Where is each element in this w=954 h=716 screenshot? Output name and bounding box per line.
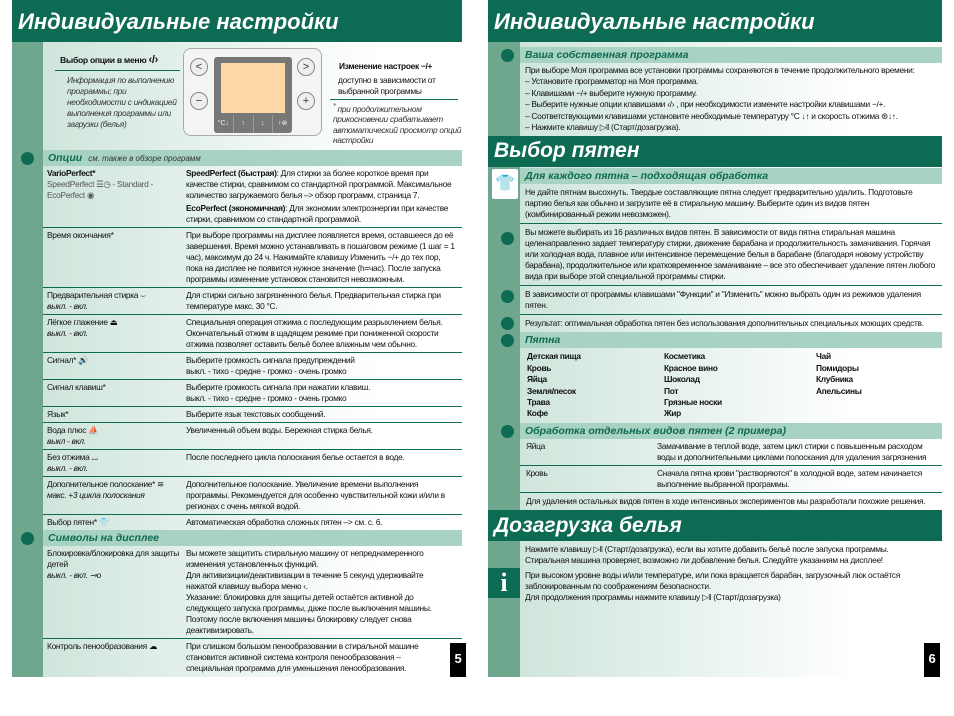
text: Специальная операция отжима с последующим разрыхлением белья. Окончательный отжим в щадящем режиме при пониженной скорости отжима позволяет оставить бельё более влажным чем обычно. bbox=[186, 317, 443, 349]
examples-note: Для удаления остальных видов пятен в ходе интенсивных экспериментов мы разработали похожие решения. bbox=[526, 495, 926, 506]
symbol-description: Вы можете защитить стиральную машину от непреднамеренного изменения установленных функций. Для активизиции/деактивизации в течение 5 секунд удерживайте нажатой клавишу выбора меню ‹. Указание: блокировка для защиты детей остаётся активной до следующего запуска программы, даже после выключения машины. Поэтому после включения машины блокировку следует снова деактивизировать. bbox=[186, 548, 432, 635]
own-program-heading: Ваша собственная программа bbox=[520, 47, 942, 63]
temp-key: °C↓ bbox=[214, 115, 234, 133]
text: Для стирки сильно загрязненного белья. Предварительная стирка при температуре макс. 30 °C. bbox=[186, 290, 441, 311]
info-text: Информация по выполнению программы; при необходимости с индикацией выполнения программы или загрузки (белья) bbox=[67, 75, 177, 129]
options-heading bbox=[43, 150, 462, 166]
paragraph-text: В зависимости от программы клавишами "Функции" и "Изменить" можно выбрать один из режимов удаления пятен. bbox=[525, 289, 921, 311]
option-name: Язык* bbox=[47, 409, 69, 419]
option-description bbox=[186, 382, 462, 404]
option-name-cell bbox=[43, 168, 186, 225]
stain-type: Земля/песок bbox=[527, 385, 576, 396]
table-row bbox=[43, 288, 462, 315]
stain-type: Шоколад bbox=[664, 374, 700, 385]
symbol-values: выкл. - вкл. ⊸o bbox=[47, 570, 101, 580]
option-values: выкл. - вкл. bbox=[47, 328, 88, 338]
option-description bbox=[186, 425, 462, 447]
option-values: выкл - вкл. bbox=[47, 436, 86, 446]
right-button-icon: > bbox=[297, 58, 315, 76]
symbol-name-cell bbox=[43, 641, 186, 674]
option-name-cell bbox=[43, 317, 186, 350]
page-number: 5 bbox=[450, 643, 466, 677]
text: : Для экономии электроэнергии при качестве стирки, сравнимом со стандартной программой. bbox=[186, 203, 449, 224]
stain-type: Красное вино bbox=[664, 362, 718, 373]
option-description bbox=[186, 290, 462, 312]
text: При выборе программы на дисплее появляется время, оставшееся до её завершения. Время можно устанавливать в пошаговом режиме (1 шаг = 1 час), максимум до 24 ч. Нажимайте клавишу Изменить −/+ до тех пор, пока на дисплее не появится нужное значение (h=час). После запуска программы изменение установок становится невозможным. bbox=[186, 230, 455, 284]
stain-name: Яйца bbox=[526, 440, 545, 451]
option-name-cell bbox=[43, 517, 186, 528]
text: Автоматическая обработка сложных пятен –> см. с. 6. bbox=[186, 517, 383, 527]
bullet-icon bbox=[21, 532, 34, 545]
lcd-screen bbox=[221, 63, 285, 113]
left-button-icon: < bbox=[190, 58, 208, 76]
option-name: Дополнительное полоскание* ≋ bbox=[47, 479, 164, 489]
option-name: VarioPerfect* bbox=[47, 168, 96, 178]
empty-cell bbox=[816, 397, 916, 408]
option-values: макс. +3 цикла полоскания bbox=[47, 490, 145, 500]
description-paragraph bbox=[186, 168, 458, 201]
stain-type: Помидоры bbox=[816, 362, 859, 373]
paragraph bbox=[520, 224, 942, 286]
symbols-heading: Символы на дисплее bbox=[43, 530, 462, 546]
bullet-icon bbox=[501, 425, 514, 438]
table-row bbox=[43, 407, 462, 423]
paragraph-text: Вы можете выбирать из 16 различных видов пятен. В зависимости от вида пятна стиральная машина целенаправленно задает температуру стирки, движение барабана и продолжительность замачивания. Горячая или холодная вода, плавное или интенсивное перемещение белья в барабане (благодаря новому устройству барабана), продолжительное или кратковременное замачивание – все это обеспечивает удаление пятен любого вида при выборе этой специальной программы стирки. bbox=[525, 227, 936, 282]
option-name: Время окончания* bbox=[47, 230, 114, 240]
minus-button-icon: − bbox=[190, 92, 208, 110]
options-section bbox=[43, 150, 462, 530]
spin-key: ↑⊛ bbox=[277, 120, 288, 127]
options-table bbox=[43, 166, 462, 530]
symbols-table bbox=[43, 546, 462, 676]
table-row bbox=[43, 639, 462, 676]
stain-name: Кровь bbox=[526, 467, 548, 478]
option-name-cell bbox=[43, 382, 186, 404]
text: : Для стирки за более короткое время при качестве стирки, сравнимом со стандартной программой. Максимальное количество загружаемого белья –> обзор программ, страница 7. bbox=[186, 168, 452, 200]
page-5-content bbox=[43, 42, 462, 716]
stain-desc: Сначала пятна крови "растворяются" в холодной воде, затем начинается выполнение выбранной программы. bbox=[657, 467, 922, 489]
table-row bbox=[43, 423, 462, 450]
down-key: ↓ bbox=[254, 115, 274, 133]
footnote-text: при продолжительном прикосновении срабатывает автоматический просмотр опций настройки bbox=[333, 103, 462, 146]
reload-section bbox=[500, 541, 942, 603]
stain-type: Трава bbox=[527, 397, 550, 408]
table-row bbox=[520, 466, 942, 493]
paragraph bbox=[520, 315, 942, 332]
stain-type: Жир bbox=[664, 408, 681, 419]
own-program-section bbox=[520, 47, 942, 136]
instruction-line: При выборе Моя программа все установки программы сохраняются в течение продолжительного времени: bbox=[525, 65, 915, 75]
up-key: ↑ bbox=[234, 115, 254, 133]
page-6 bbox=[488, 0, 954, 677]
symbol-description: При слишком большом пенообразовании в стиральной машине становится активной система контроля пенообразования – специальная программа для уменьшения пенообразования. bbox=[186, 641, 419, 673]
menu-arrows-icon: ‹/› bbox=[148, 54, 158, 66]
stain-type: Чай bbox=[816, 351, 831, 362]
option-values: SpeedPerfect ☰◷ - Standard - EcoPerfect ◉ bbox=[47, 179, 154, 200]
page-5 bbox=[0, 0, 470, 677]
paragraph-text: Результат: оптимальная обработка пятен без использования дополнительных специальных моющих средств. bbox=[525, 318, 924, 329]
option-name-cell bbox=[43, 479, 186, 512]
option-description bbox=[186, 409, 462, 420]
display bbox=[214, 57, 292, 133]
stain-type: Клубника bbox=[816, 374, 853, 385]
text: Выберите язык текстовых сообщений. bbox=[186, 409, 326, 419]
empty-cell bbox=[816, 408, 916, 419]
stains-title: Выбор пятен bbox=[488, 136, 942, 167]
stain-type: Детская пища bbox=[527, 351, 581, 362]
table-row bbox=[43, 380, 462, 407]
instruction-line: – Соответствующими клавишами установите необходимые температуру °C ↓↑ и скорость отжима ⊛↓↑. bbox=[525, 110, 898, 121]
reload-title: Дозагрузка белья bbox=[488, 510, 942, 541]
reload-paragraph-3: Для продолжения программы нажмите клавишу ▷‖ (Старт/дозагрузка) bbox=[525, 591, 781, 602]
bullet-icon bbox=[21, 152, 34, 165]
stain-type: Грязные носки bbox=[664, 397, 722, 408]
text: Выберите громкость сигнала при нажатии клавиш. выкл. - тихо - средне - громко - очень громко bbox=[186, 382, 371, 403]
stains-section bbox=[495, 168, 942, 332]
menu-overview bbox=[43, 42, 462, 150]
page-6-content bbox=[494, 42, 942, 643]
footnote: * при продолжительном прикосновении срабатывает автоматический просмотр опций настройки bbox=[333, 103, 462, 146]
page-title: Индивидуальные настройки bbox=[12, 0, 462, 42]
stains-list-section bbox=[520, 332, 942, 422]
bullet-icon bbox=[501, 49, 514, 62]
stain-desc: Замачивание в теплой воде, затем цикл стирки с повышенным расходом воды и дополнительными циклами полоскания для удаления загрязнения bbox=[657, 440, 927, 462]
text: После последнего цикла полоскания белье остается в воде. bbox=[186, 452, 405, 462]
option-name: Лёгкое глажение ⏏ bbox=[47, 317, 118, 327]
option-name-cell bbox=[43, 230, 186, 285]
instruction-line: – Клавишами −/+ выберите нужную программу. bbox=[525, 87, 697, 98]
options-note: см. также в обзоре программ bbox=[88, 154, 201, 163]
control-panel-illustration bbox=[183, 48, 322, 136]
option-name-cell bbox=[43, 452, 186, 474]
menu-select-text: Выбор опции в меню bbox=[60, 55, 147, 65]
option-values: выкл. - вкл. bbox=[47, 301, 88, 311]
option-name: Сигнал* 🔊 bbox=[47, 355, 89, 365]
stain-type: Кофе bbox=[527, 408, 548, 419]
table-row bbox=[43, 228, 462, 288]
table-row bbox=[43, 546, 462, 639]
own-program-text bbox=[520, 63, 942, 136]
option-description bbox=[186, 355, 462, 377]
page-title: Индивидуальные настройки bbox=[488, 0, 942, 42]
plus-button-icon: + bbox=[297, 92, 315, 110]
option-description bbox=[186, 517, 462, 528]
table-row bbox=[43, 315, 462, 353]
instruction-line: – Установите программатор на Моя программа. bbox=[525, 76, 699, 87]
table-row bbox=[520, 439, 942, 466]
table-row bbox=[43, 477, 462, 515]
change-label bbox=[339, 61, 432, 72]
reload-paragraph-1: Нажмите клавишу ▷‖ (Старт/дозагрузка), если вы хотите добавить бельё после запуска программы. Стиральная машина проверяет, возможно ли добавление белья. Следуйте указаниям на дисплее! bbox=[525, 543, 889, 565]
paragraph bbox=[520, 184, 942, 224]
stains-list-heading: Пятна bbox=[520, 332, 942, 348]
option-name-cell bbox=[43, 290, 186, 312]
symbol-name-cell bbox=[43, 548, 186, 636]
stain-type: Кровь bbox=[527, 362, 552, 373]
text: Дополнительное полоскание. Увеличение времени выполнения программы. Рекомендуется для особенно чувствительной кожи и/или в регионах с очень мягкой водой. bbox=[186, 479, 445, 511]
stain-type: Апельсины bbox=[816, 385, 862, 396]
stains-list bbox=[520, 348, 942, 422]
table-row bbox=[43, 450, 462, 477]
option-values: выкл. - вкл. bbox=[47, 463, 88, 473]
instruction-line: – Нажмите клавишу ▷‖ (Старт/дозагрузка). bbox=[525, 122, 681, 133]
paragraph-text: Не дайте пятнам высохнуть. Твердые составляющие пятна следует предварительно удалить. Подготовьте партию белья как обычно и загрузите её в стиральную машину. Выберите один из видов пятен (комбинированный режим невозможен). bbox=[525, 187, 913, 220]
option-name-cell bbox=[43, 355, 186, 377]
option-description bbox=[186, 479, 462, 512]
text: Увеличенный объем воды. Бережная стирка белья. bbox=[186, 425, 373, 435]
instruction-line: – Выберите нужные опции клавишами ‹/› , при необходимости измените настройки клавишами −/+. bbox=[525, 99, 886, 110]
examples-section bbox=[520, 423, 942, 510]
option-name: Выбор пятен* 👕 bbox=[47, 517, 109, 527]
reload-safety-block bbox=[500, 567, 932, 603]
stain-type: Пот bbox=[664, 385, 679, 396]
option-name: Предварительная стирка ⌣ bbox=[47, 290, 146, 300]
side-strip bbox=[12, 0, 43, 677]
paragraph bbox=[520, 286, 942, 315]
option-name: Сигнал клавиш* bbox=[47, 382, 106, 392]
reload-paragraph-2: При высоком уровне воды и/или температуре, или пока вращается барабан, загрузочный люк остаётся заблокированным по соображениям безопасности. bbox=[525, 569, 900, 591]
option-name: Вода плюс ⛵ bbox=[47, 425, 99, 435]
change-desc: доступно в зависимости от выбранной программы bbox=[338, 75, 436, 96]
option-name: Без отжима ⌴ bbox=[47, 452, 98, 462]
description-paragraph bbox=[186, 203, 458, 225]
option-name-cell bbox=[43, 409, 186, 420]
page-number: 6 bbox=[924, 643, 940, 677]
text: Выберите громкость сигнала предупреждений выкл. - тихо - средне - громко - очень громко bbox=[186, 355, 355, 376]
term: EcoPerfect (экономичная) bbox=[186, 203, 286, 213]
stain-type: Яйца bbox=[527, 374, 547, 385]
stains-subheading: Для каждого пятна – подходящая обработка bbox=[520, 168, 942, 184]
symbols-section bbox=[43, 530, 462, 676]
option-description bbox=[186, 230, 462, 285]
option-description bbox=[186, 452, 462, 474]
change-text: Изменение настроек bbox=[339, 61, 419, 71]
menu-select-label bbox=[60, 55, 158, 66]
stain-type: Косметика bbox=[664, 351, 705, 362]
info-icon: i bbox=[488, 568, 520, 598]
options-heading-text: Опции bbox=[48, 152, 83, 164]
symbol-name: Контроль пенообразования ☁ bbox=[47, 641, 158, 651]
examples-heading: Обработка отдельных видов пятен (2 примера) bbox=[520, 423, 942, 439]
table-row bbox=[43, 353, 462, 380]
minus-plus-icon: −/+ bbox=[420, 61, 433, 71]
option-description bbox=[186, 317, 462, 350]
table-row bbox=[43, 166, 462, 228]
term: SpeedPerfect (быстрая) bbox=[186, 168, 277, 178]
option-description bbox=[186, 168, 462, 225]
table-row bbox=[43, 515, 462, 530]
shirt-icon: 👕 bbox=[492, 169, 518, 199]
symbol-name: Блокировка/блокировка для защиты детей bbox=[47, 548, 179, 569]
option-name-cell bbox=[43, 425, 186, 447]
